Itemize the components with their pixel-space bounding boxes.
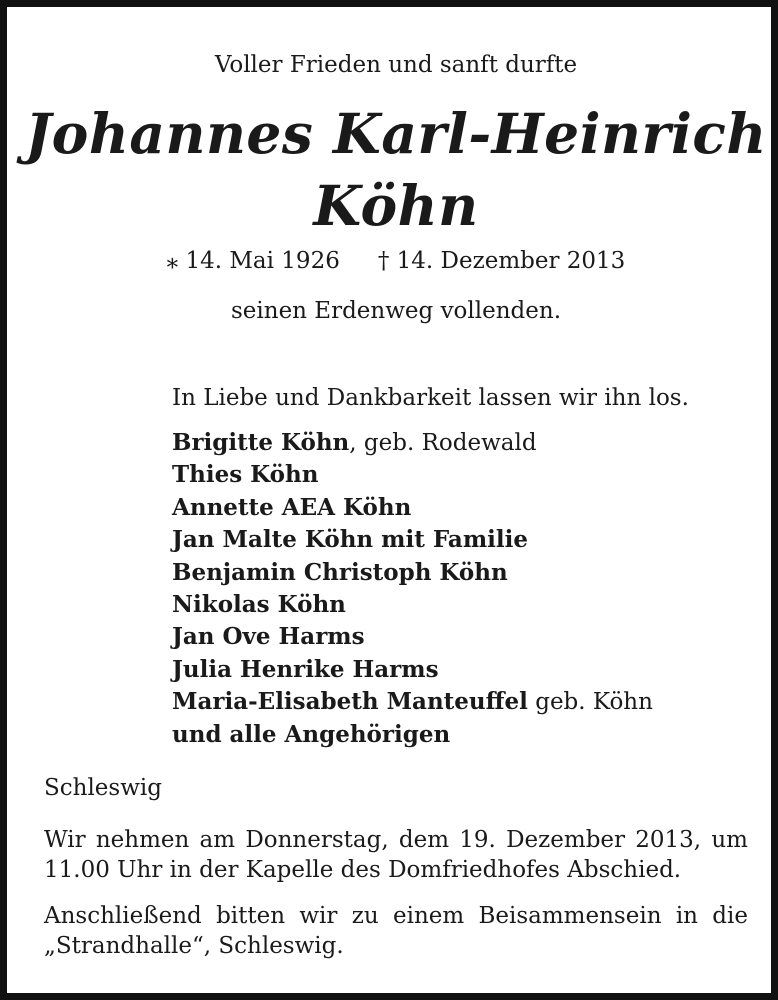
mourner-name: Julia Henrike Harms bbox=[172, 655, 439, 683]
gathering-line: „Strandhalle“, Schleswig. bbox=[44, 933, 344, 959]
death-date: † 14. Dezember 2013 bbox=[377, 248, 626, 274]
gathering-paragraph bbox=[44, 901, 748, 961]
farewell-line: 11.00 Uhr in der Kapelle des Domfriedhofes Abschied. bbox=[44, 857, 682, 883]
mourner-item bbox=[172, 492, 653, 524]
mourner-name: Benjamin Christoph Köhn bbox=[172, 558, 508, 586]
mourner-item bbox=[172, 427, 653, 459]
mourners-list bbox=[172, 427, 653, 751]
mourner-item bbox=[172, 557, 653, 589]
mourner-suffix: geb. Köhn bbox=[527, 689, 653, 716]
mourner-item bbox=[172, 589, 653, 621]
mourner-name: Jan Malte Köhn mit Familie bbox=[172, 526, 529, 554]
mourner-item bbox=[172, 719, 653, 751]
mourner-name: und alle Angehörigen bbox=[172, 720, 451, 748]
mourner-name: Nikolas Köhn bbox=[172, 590, 346, 618]
mourner-item bbox=[172, 621, 653, 653]
mourner-item bbox=[172, 524, 653, 556]
mourner-name: Annette AEA Köhn bbox=[172, 493, 412, 521]
mourner-name: Thies Köhn bbox=[172, 461, 319, 489]
deceased-name-line-2: Köhn bbox=[313, 173, 479, 238]
mourner-name: Brigitte Köhn bbox=[172, 429, 350, 456]
closing-text: seinen Erdenweg vollenden. bbox=[230, 298, 562, 324]
birth-date: ⁎ 14. Mai 1926 bbox=[166, 248, 340, 274]
mourner-item bbox=[172, 459, 653, 491]
mourner-item bbox=[172, 686, 653, 718]
life-dates bbox=[7, 248, 778, 274]
farewell-line: Wir nehmen am Donnerstag, dem 19. Dezember 2013, um bbox=[44, 827, 748, 853]
farewell-paragraph bbox=[44, 825, 748, 885]
gathering-line: Anschließend bitten wir zu einem Beisammensein in die bbox=[44, 903, 748, 929]
mourner-name: Jan Ove Harms bbox=[172, 623, 365, 651]
thanks-text: In Liebe und Dankbarkeit lassen wir ihn los. bbox=[172, 385, 689, 411]
intro-text: Voller Frieden und sanft durfte bbox=[214, 52, 578, 78]
mourner-name: Maria-Elisabeth Manteuffel bbox=[172, 688, 528, 716]
deceased-name-line-1: Johannes Karl-Heinrich bbox=[25, 101, 767, 166]
mourner-suffix: , geb. Rodewald bbox=[349, 430, 537, 456]
mourner-item bbox=[172, 654, 653, 686]
place-name: Schleswig bbox=[44, 775, 162, 801]
